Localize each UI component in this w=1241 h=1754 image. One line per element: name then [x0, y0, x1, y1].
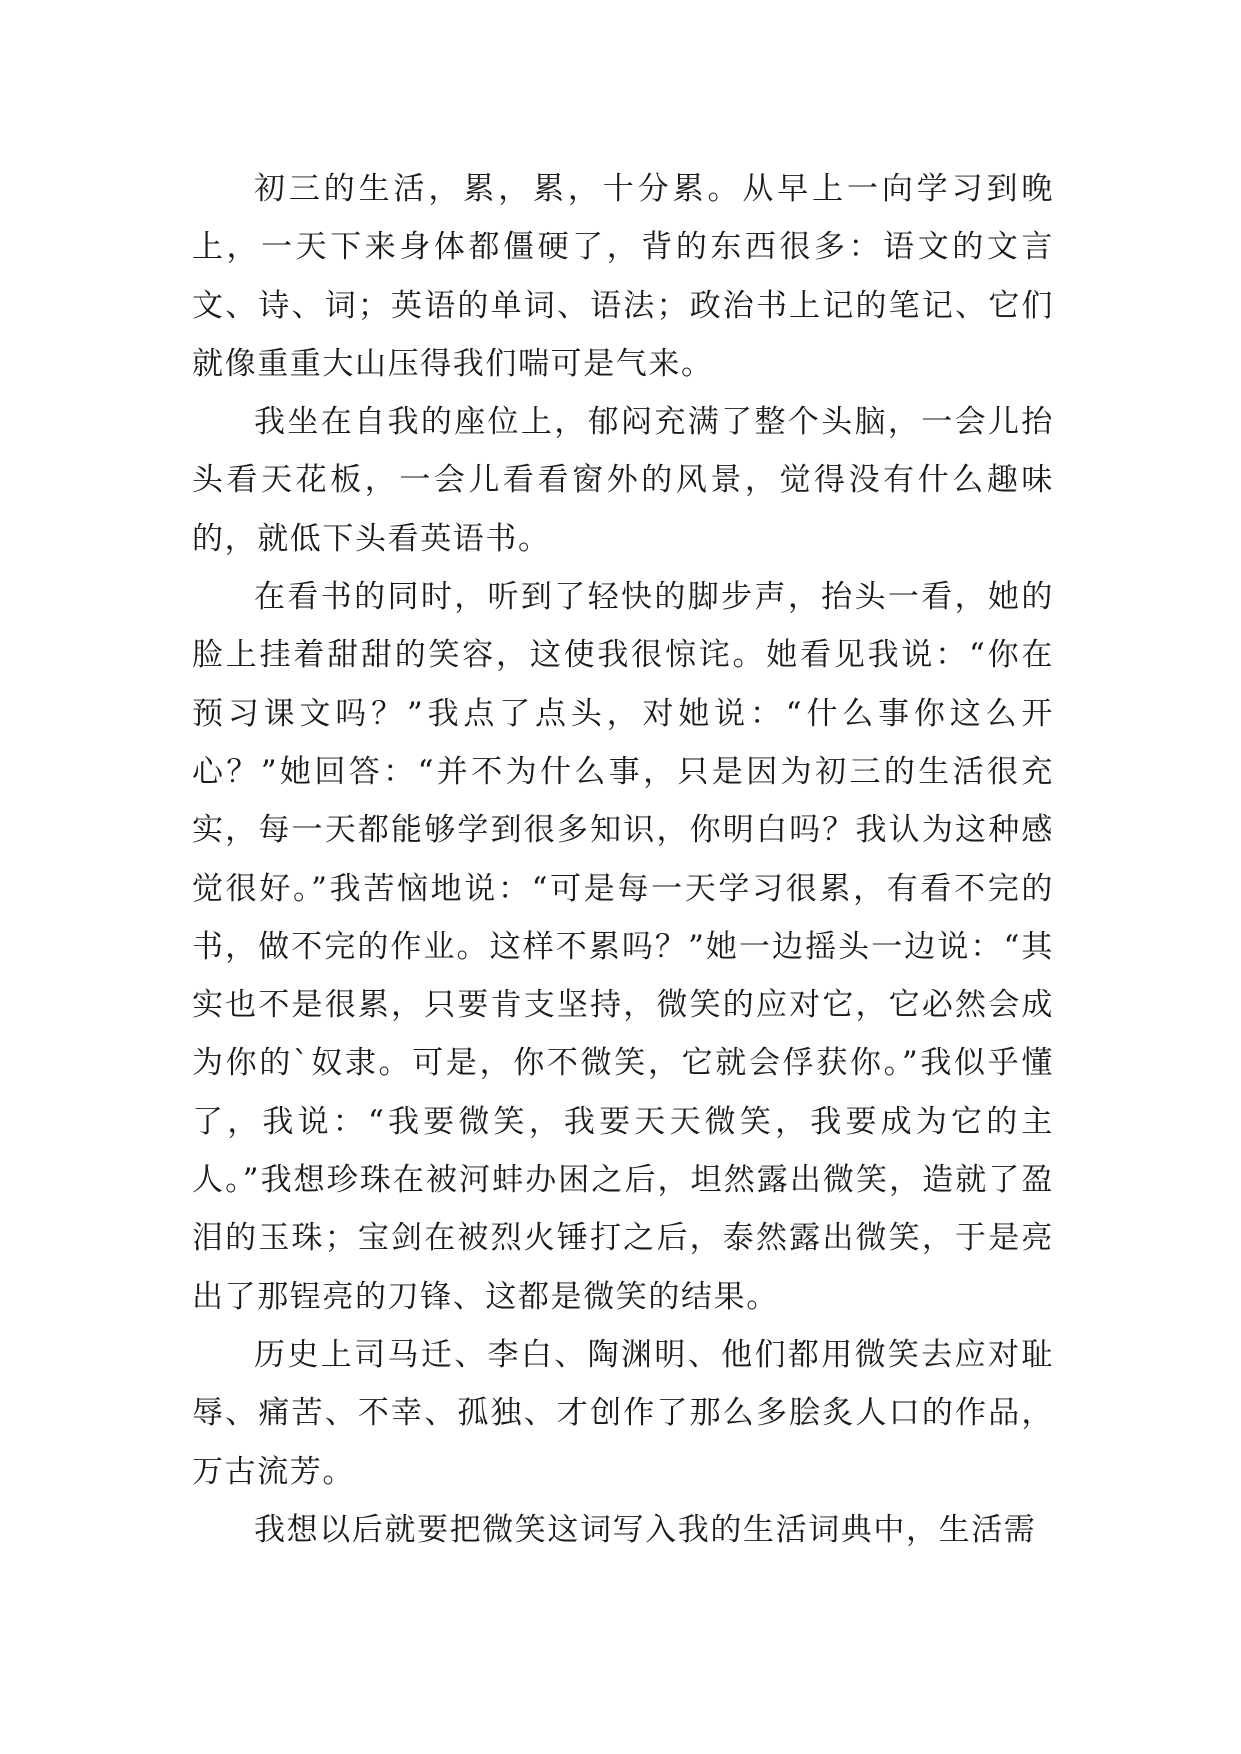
paragraph-1: 初三的生活，累，累，十分累。从早上一向学习到晚上，一天下来身体都僵硬了，背的东西很多：语文的文言文、诗、词；英语的单词、语法；政治书上记的笔记、它们就像重重大山压得我们喘可是气来。 — [192, 171, 1054, 382]
paragraph-3: 在看书的同时，听到了轻快的脚步声，抬头一看，她的脸上挂着甜甜的笑容，这使我很惊诧。她看见我说：“你在预习课文吗？”我点了点头，对她说：“什么事你这么开心？”她回答：“并不为什么事，只是因为初三的生活很充实，每一天都能够学到很多知识，你明白吗？我认为这种感觉很好。”我苦恼地说：“可是每一天学习很累，有看不完的书，做不完的作业。这样不累吗？”她一边摇头一边说：“其实也不是很累，只要肯支坚持，微笑的应对它，它必然会成为你的`奴隶。可是，你不微笑，它就会俘获你。”我似乎懂了，我说：“我要微笑，我要天天微笑，我要成为它的主人。”我想珍珠在被河蚌办困之后，坦然露出微笑，造就了盈泪的玉珠；宝剑在被烈火锤打之后，泰然露出微笑，于是亮出了那锃亮的刀锋、这都是微笑的结果。 — [192, 579, 1054, 1315]
paragraph-2: 我坐在自我的座位上，郁闷充满了整个头脑，一会儿抬头看天花板，一会儿看看窗外的风景，觉得没有什么趣味的，就低下头看英语书。 — [192, 404, 1054, 557]
paragraph-5: 我想以后就要把微笑这词写入我的生活词典中，生活需 — [254, 1511, 1037, 1548]
paragraph-4: 历史上司马迁、李白、陶渊明、他们都用微笑去应对耻辱、痛苦、不幸、孤独、才创作了那么多脍炙人口的作品，万古流芳。 — [192, 1336, 1054, 1490]
document-body — [192, 160, 1054, 1559]
